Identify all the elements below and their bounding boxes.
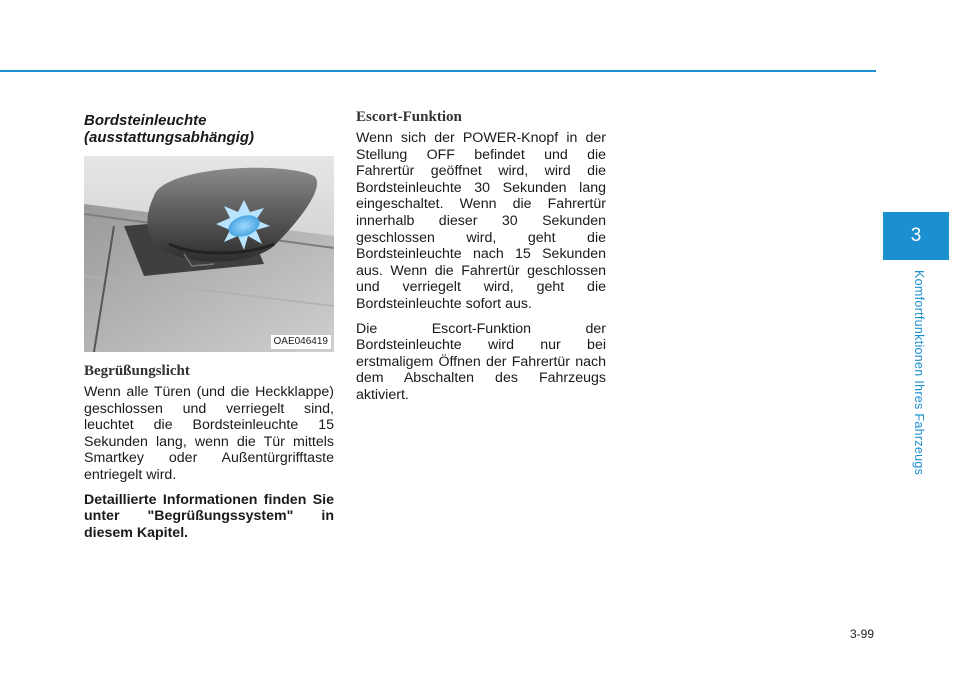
paragraph-escort-2: Die Escort-Funktion der Bordsteinleuchte wird nur bei erstmaligem Öffnen der Fahrertür nach dem Abschalten des Fahrzeugs aktiviert. <box>356 320 606 403</box>
section-heading-line2: (ausstattungsabhängig) <box>84 129 255 146</box>
paragraph-welcome-reference: Detaillierte Informationen finden Sie unter "Begrüßungssystem" in diesem Kapitel. <box>84 491 334 541</box>
left-column <box>84 108 334 549</box>
figure-code: OAE046419 <box>271 335 332 349</box>
section-heading <box>84 112 334 146</box>
sub-heading-escort: Escort-Funktion <box>356 109 462 125</box>
page-number: 3-99 <box>849 627 874 641</box>
header-rule <box>0 70 876 72</box>
puddle-lamp-figure <box>84 156 334 352</box>
chapter-title: Komfortfunktionen Ihres Fahrzeugs <box>912 270 926 476</box>
chapter-tab: 3 <box>883 212 949 260</box>
mirror-illustration <box>84 156 334 352</box>
section-heading-line1: Bordsteinleuchte <box>84 112 207 129</box>
paragraph-welcome-light: Wenn alle Türen (und die Heckklappe) geschlossen und verriegelt sind, leuchtet die Bordsteinleuchte 15 Sekunden lang, wenn die Tür mittels Smartkey oder Außentürgrifftaste entriegelt wird. <box>84 384 334 483</box>
sub-heading-welcome-light: Begrüßungslicht <box>84 363 190 379</box>
right-column <box>356 108 606 412</box>
paragraph-escort-1: Wenn sich der POWER-Knopf in der Stellung OFF befindet und die Fahrertür geöffnet wird, wird die Bordsteinleuchte 30 Sekunden lang eingeschaltet. Wenn die Fahrertür innerhalb dieser 30 Sekunden geschlossen wird, geht die Bordsteinleuchte nach 15 Sekunden aus. Wenn die Fahrertür geschlossen und verriegelt wird, geht die Bordsteinleuchte sofort aus. <box>356 130 606 312</box>
